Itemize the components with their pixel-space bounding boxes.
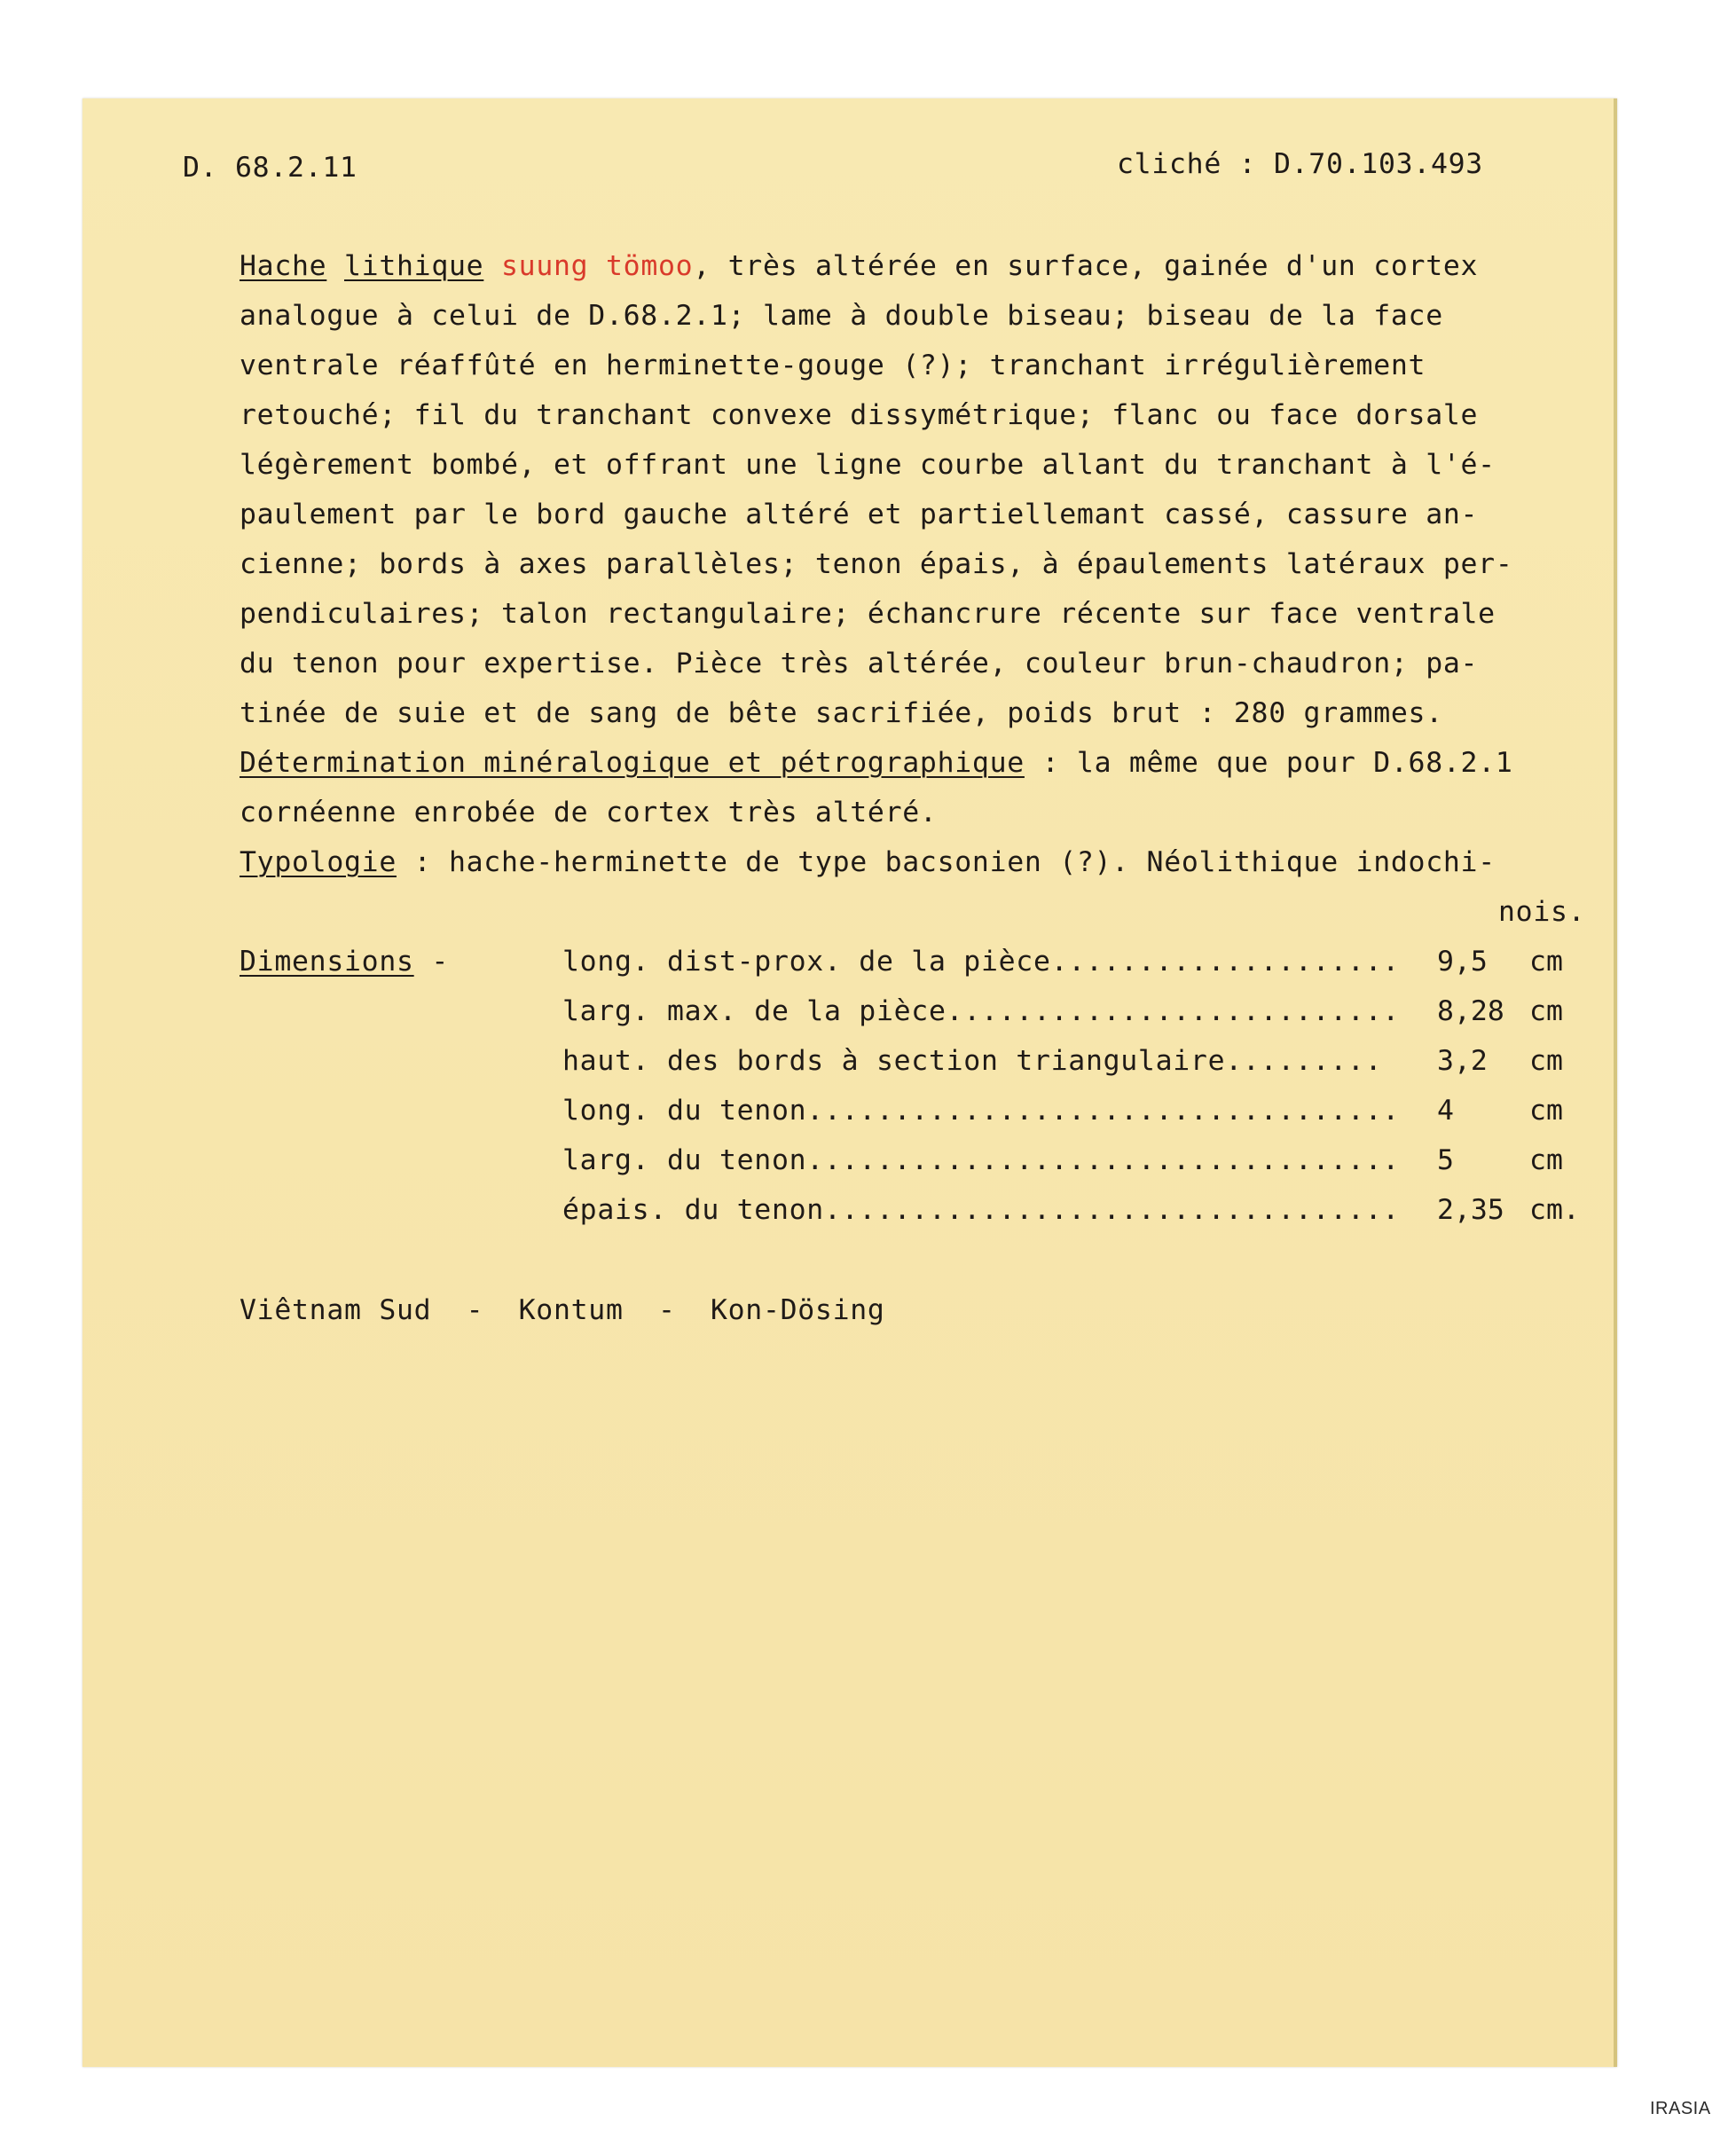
sheet-edge bbox=[1614, 98, 1617, 2067]
dimension-row-value: 9,5 bbox=[1437, 946, 1488, 978]
determination-line-1 bbox=[240, 745, 1513, 781]
dimensions-label: Dimensions bbox=[240, 946, 414, 978]
cliche-reference: cliché : D.70.103.493 bbox=[1117, 148, 1483, 180]
dimension-row-value: 8,28 bbox=[1437, 995, 1504, 1027]
document-sheet bbox=[82, 98, 1617, 2067]
typologie-continuation: nois. bbox=[1498, 896, 1586, 928]
dimension-row-unit: cm. bbox=[1529, 1194, 1580, 1226]
dimension-row-unit: cm bbox=[1529, 1045, 1563, 1077]
dimension-row-unit: cm bbox=[1529, 1144, 1563, 1176]
dimension-row-value: 3,2 bbox=[1437, 1045, 1488, 1077]
title-word-hache: Hache bbox=[240, 250, 327, 282]
dimensions-dash: - bbox=[413, 946, 449, 978]
irasia-watermark: IRASIA bbox=[1650, 2099, 1711, 2118]
typologie-label: Typologie bbox=[240, 846, 397, 878]
dimension-row-unit: cm bbox=[1529, 1095, 1563, 1127]
determination-line-2: cornéenne enrobée de cortex très altéré. bbox=[240, 797, 938, 829]
description-line-1-rest: , très altérée en surface, gainée d'un cortex bbox=[693, 250, 1479, 282]
dimension-row-unit: cm bbox=[1529, 995, 1563, 1027]
dimension-row-label: larg. max. de la pièce.......................... bbox=[562, 995, 1400, 1027]
dimension-row-unit: cm bbox=[1529, 946, 1563, 978]
dimension-row-label: haut. des bords à section triangulaire......... bbox=[562, 1045, 1383, 1077]
dimension-row-label: long. du tenon.................................. bbox=[562, 1095, 1400, 1127]
determination-label: Détermination minéralogique et pétrographique bbox=[240, 747, 1025, 779]
dimension-row-value: 5 bbox=[1437, 1144, 1454, 1176]
dimensions-heading bbox=[240, 944, 449, 979]
determination-text: : la même que pour D.68.2.1 bbox=[1024, 747, 1513, 779]
typologie-text: : hache-herminette de type bacsonien (?). Néolithique indochi- bbox=[396, 846, 1496, 878]
dimension-row-value: 2,35 bbox=[1437, 1194, 1504, 1226]
reference-number: D. 68.2.11 bbox=[183, 152, 357, 184]
description-line-8: pendiculaires; talon rectangulaire; échancrure récente sur face ventrale bbox=[240, 598, 1496, 630]
description-line-4: retouché; fil du tranchant convexe dissymétrique; flanc ou face dorsale bbox=[240, 399, 1479, 431]
dimension-row-label: larg. du tenon.................................. bbox=[562, 1144, 1400, 1176]
description-line-6: paulement par le bord gauche altéré et partiellemant cassé, cassure an- bbox=[240, 499, 1479, 530]
description-line-1 bbox=[240, 248, 1478, 284]
description-line-2: analogue à celui de D.68.2.1; lame à double biseau; biseau de la face bbox=[240, 300, 1443, 332]
dimension-row-label: long. dist-prox. de la pièce.................... bbox=[562, 946, 1400, 978]
description-line-7: cienne; bords à axes parallèles; tenon épais, à épaulements latéraux per- bbox=[240, 548, 1513, 580]
description-line-3: ventrale réaffûté en herminette-gouge (?); tranchant irrégulièrement bbox=[240, 350, 1426, 381]
dimension-row-value: 4 bbox=[1437, 1095, 1454, 1127]
local-name: suung tömoo bbox=[501, 250, 694, 282]
description-line-5: légèrement bombé, et offrant une ligne courbe allant du tranchant à l'é- bbox=[240, 449, 1496, 481]
description-line-9: du tenon pour expertise. Pièce très altérée, couleur brun-chaudron; pa- bbox=[240, 648, 1479, 680]
description-line-10: tinée de suie et de sang de bête sacrifiée, poids brut : 280 grammes. bbox=[240, 697, 1443, 729]
location-line: Viêtnam Sud - Kontum - Kon-Dösing bbox=[240, 1294, 885, 1326]
title-word-lithique: lithique bbox=[344, 250, 484, 282]
dimension-row-label: épais. du tenon................................. bbox=[562, 1194, 1400, 1226]
typologie-line bbox=[240, 845, 1496, 880]
